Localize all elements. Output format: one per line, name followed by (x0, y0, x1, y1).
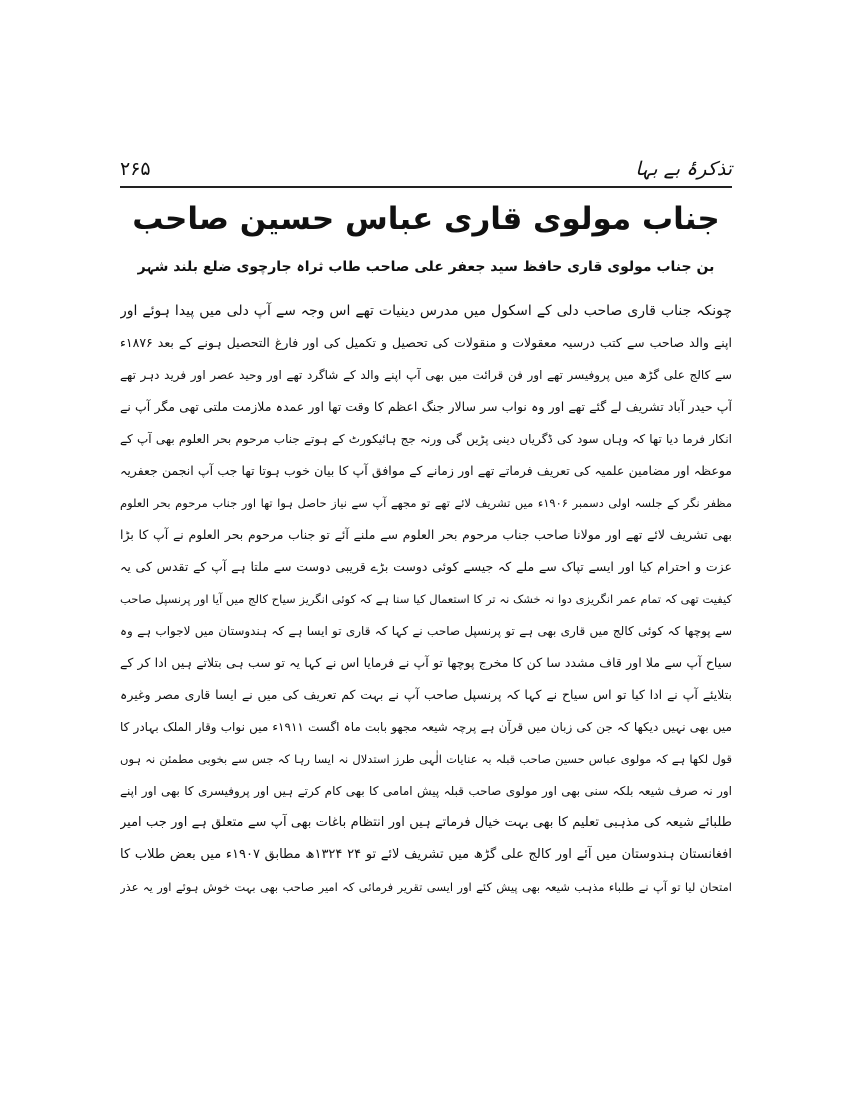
body-line: بھی تشریف لائے تھے اور مولانا صاحب جناب مرحوم بحر العلوم سے ملنے آئے تو جناب مرحوم بحر العلوم نے آپ کا بڑا (120, 527, 732, 542)
body-line: مظفر نگر کے جلسہ اولی دسمبر ۱۹۰۶ء میں تشریف لائے تھے تو مجھے آپ سے نیاز حاصل ہوا تھا اور جناب مرحوم بحر العلوم (120, 496, 732, 510)
body-line: عزت و احترام کیا اور ایسے تپاک سے ملے کہ جیسے کوئی دوست بڑے قریبی دوست سے ملتا ہے آپ کے تقدس کی یہ (120, 559, 732, 574)
body-line: اور نہ صرف شیعہ بلکہ سنی بھی اور مولوی صاحب قبلہ پیش امامی کا بھی کام کرتے ہیں اور پروفیسری کا بھی اور اپنے (120, 784, 732, 798)
running-book-title: تذکرۂ بے بہا (635, 158, 732, 180)
body-line: بتلایئے آپ نے ادا کیا تو اس سیاح نے کہا کہ پرنسپل صاحب آپ نے بہت کم تعریف کی میں نے ایسا قاری مصر وغیرہ (120, 687, 732, 702)
body-line: سے پوچھا کہ کوئی کالج میں قاری بھی ہے تو پرنسپل صاحب نے کہا کہ قاری تو ایسا ہے کہ ہندوستان میں لاجواب ہے وہ (120, 624, 732, 638)
body-line: اپنے والد صاحب سے کتب درسیہ معقولات و منقولات کی تحصیل و تکمیل کی اور فارغ التحصیل ہونے کے بعد ۱۸۷۶ء (120, 335, 732, 350)
body-line: سیاح آپ سے ملا اور قاف مشدد سا کن کا مخرج پوچھا تو آپ نے فرمایا اس نے کہا یہ تو سب ہی بتلاتے ہیں ادا کر کے (120, 655, 732, 670)
body-line: سے کالج علی گڑھ میں پروفیسر تھے اور فن قرائت میں بھی آپ اپنے والد کے شاگرد تھے اور وحید عصر اور فرید دہر تھے (120, 368, 732, 382)
body-line: افغانستان ہندوستان میں آئے اور کالج علی گڑھ میں تشریف لائے تو ۲۴ ۱۳۲۴ھ مطابق ۱۹۰۷ء میں بعض طلاب کا (120, 847, 732, 862)
body-line: موعظہ اور مضامین علمیہ کی تعریف فرماتے تھے اور زمانے کے موافق آپ کا بیان خوب ہوتا تھا جب آپ انجمن جعفریہ (120, 463, 732, 478)
body-text (120, 295, 732, 903)
header-rule (120, 186, 732, 188)
running-header (120, 158, 732, 186)
chapter-title: جناب مولوی قاری عباس حسین صاحب (132, 201, 720, 237)
page-number: ۲۶۵ (120, 158, 151, 180)
body-line: امتحان لیا تو آپ نے طلباء مذہب شیعہ بھی پیش کئے اور ایسی تقریر فرمائی کہ امیر صاحب بھی بہت خوش ہوئے اور یہ عذر (120, 880, 732, 894)
chapter-subtitle: بن جناب مولوی قاری حافظ سید جعفر علی صاحب طاب ثراہ جارچوی ضلع بلند شہر (137, 259, 715, 275)
body-line: طلبائے شیعہ کی مذہبی تعلیم کا بھی بہت خیال فرماتے ہیں اور انتظام باغات بھی آپ سے متعلق ہے اور جب امیر (120, 815, 732, 830)
body-line: قول لکھا ہے کہ مولوی عباس حسین صاحب قبلہ بہ عنایات الٰہی طرز استدلال نہ ایسا رہا کہ جس سے بخوبی مطمئن نہ ہوں (120, 752, 732, 766)
body-line: انکار فرما دیا تھا کہ وہاں سود کی ڈگریاں دینی پڑیں گی ورنہ جج ہائیکورٹ کے ہوتے جناب مرحوم بحر العلوم بھی آپ کے (120, 432, 732, 446)
body-line: آپ حیدر آباد تشریف لے گئے تھے اور وہ نواب سر سالار جنگ اعظم کا وقت تھا اور عمدہ ملازمت ملتی تھی مگر آپ نے (120, 399, 732, 414)
body-line: چونکہ جناب قاری صاحب دلی کے اسکول میں مدرس دینیات تھے اس وجہ سے آپ دلی میں پیدا ہوئے اور (120, 303, 732, 319)
body-line: میں بھی نہیں دیکھا کہ جن کی زبان میں قرآن ہے پرچہ شیعہ مجھو بابت ماہ اگست ۱۹۱۱ء میں نواب وقار الملک بہادر کا (120, 720, 732, 734)
body-line: کیفیت تھی کہ تمام عمر انگریزی دوا نہ خشک نہ تر کا استعمال کیا سنا ہے کہ کوئی انگریز سیاح کالج میں آیا اور پرنسپل صاحب (120, 592, 732, 606)
